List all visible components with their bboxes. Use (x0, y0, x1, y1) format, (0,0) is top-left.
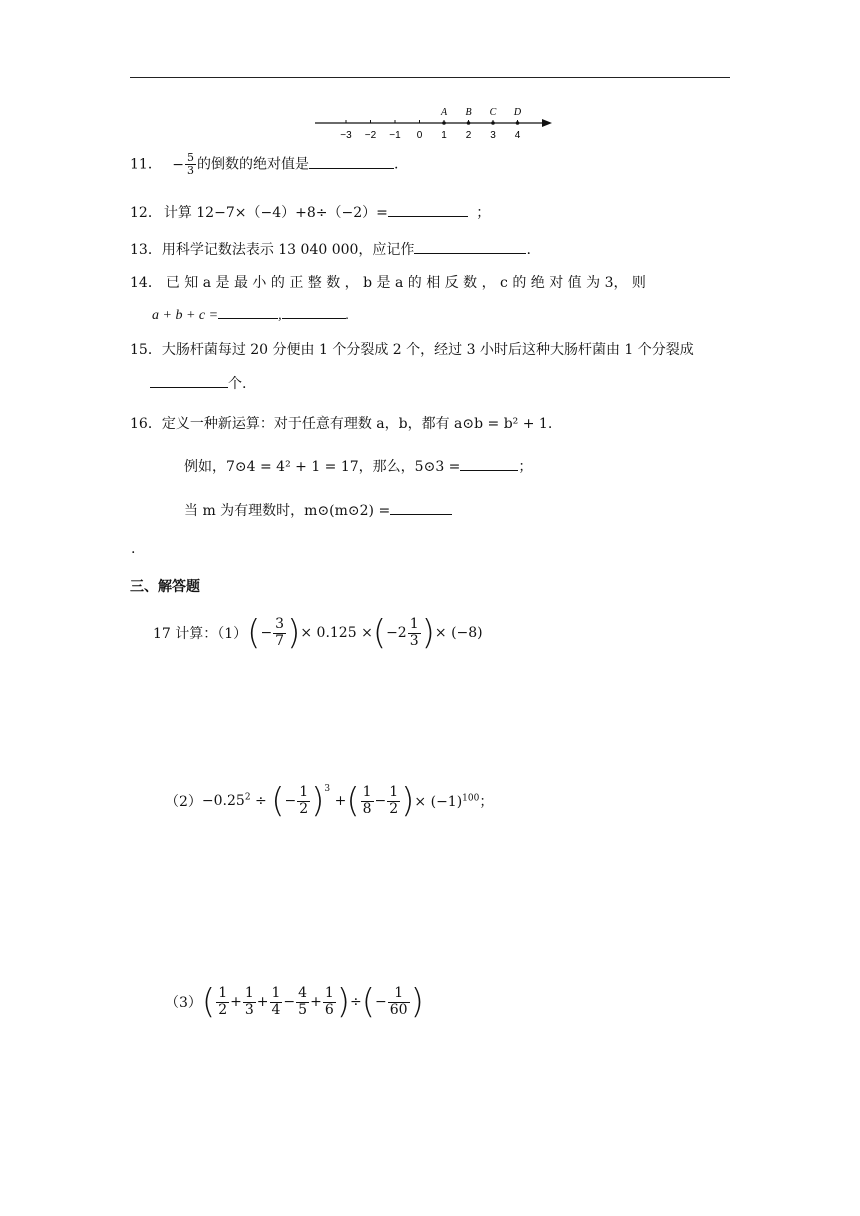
question-15-line2: 个. (150, 373, 246, 393)
question-16: 16．定义一种新运算：对于任意有理数 a，b，都有 a⊙b = b² + 1. (130, 416, 553, 432)
question-16-example: 例如，7⊙4 = 4² + 1 = 17，那么，5⊙3 = ； (184, 456, 532, 476)
question-17-part3: （3）( $\frac{1}{2}$ + $\frac{1}{3}$ + $\frac{1}{4}$ − $\frac{4}{5}$ + $\frac{1}{6}$ )÷(− $\frac{1}{60}$ ) (165, 982, 424, 1022)
question-16-part2: 当 m 为有理数时，m⊙(m⊙2) = (184, 500, 452, 520)
number-line (310, 105, 555, 145)
number-line-point (516, 121, 520, 125)
number-line-tick-label: −3 (340, 130, 352, 141)
stray-dot: . (131, 541, 136, 557)
question-17-part1: 17 计算：（1）(− $\frac{3}{7}$ )× 0.125 ×(−2 $\frac{1}{3}$ )× (−8) (153, 613, 483, 653)
number-line-tick-label: 4 (514, 130, 521, 141)
answer-blank-12[interactable] (388, 202, 468, 217)
question-11: 11． − $\frac{5}{3}$ 的倒数的绝对值是 . (130, 151, 399, 178)
number-line-point (442, 121, 446, 125)
question-17-part2: $(2)-0.25^2$ ÷ (− $\frac{1}{2}$ )$^3$ +( $\frac{1}{8}$ − $\frac{1}{2}$ )× $(-1)^{100}$； (165, 781, 494, 821)
number-line-tick-label: 2 (465, 130, 472, 141)
question-14-line2: a + b + c = , . (152, 304, 349, 324)
number-line-point-label: C (489, 107, 497, 118)
number-line-point (467, 121, 471, 125)
question-12: 12． 计算 12−7×（−4）+8÷（−2）= ； (130, 202, 490, 222)
answer-blank-16a[interactable] (460, 456, 518, 471)
number-line-point-label: D (513, 107, 522, 118)
number-line-tick-label: 3 (490, 130, 496, 141)
answer-blank-14b[interactable] (282, 304, 346, 319)
answer-blank-16b[interactable] (390, 500, 452, 515)
number-line-tick-label: −1 (389, 130, 401, 141)
number-line-tick-label: 0 (416, 130, 423, 141)
question-14: 14． 已 知 a 是 最 小 的 正 整 数 ， b 是 a 的 相 反 数 ， c 的 绝 对 值 为 3， 则 (130, 275, 646, 291)
answer-blank-15[interactable] (150, 373, 228, 388)
question-15: 15．大肠杆菌每过 20 分便由 1 个分裂成 2 个，经过 3 小时后这种大肠杆菌由 1 个分裂成 (130, 342, 694, 358)
answer-blank-14a[interactable] (218, 304, 278, 319)
header-rule (130, 77, 730, 78)
number-line-point-label: B (465, 107, 472, 118)
number-line-tick-label: 1 (441, 130, 447, 141)
answer-blank-13[interactable] (414, 239, 526, 254)
answer-blank-11[interactable] (309, 154, 394, 169)
number-line-point-label: A (440, 107, 448, 118)
section-title: 三、解答题 (130, 579, 200, 595)
question-13: 13．用科学记数法表示 13 040 000，应记作 . (130, 239, 531, 259)
number-line-tick-label: −2 (364, 130, 377, 141)
number-line-point (491, 121, 495, 125)
